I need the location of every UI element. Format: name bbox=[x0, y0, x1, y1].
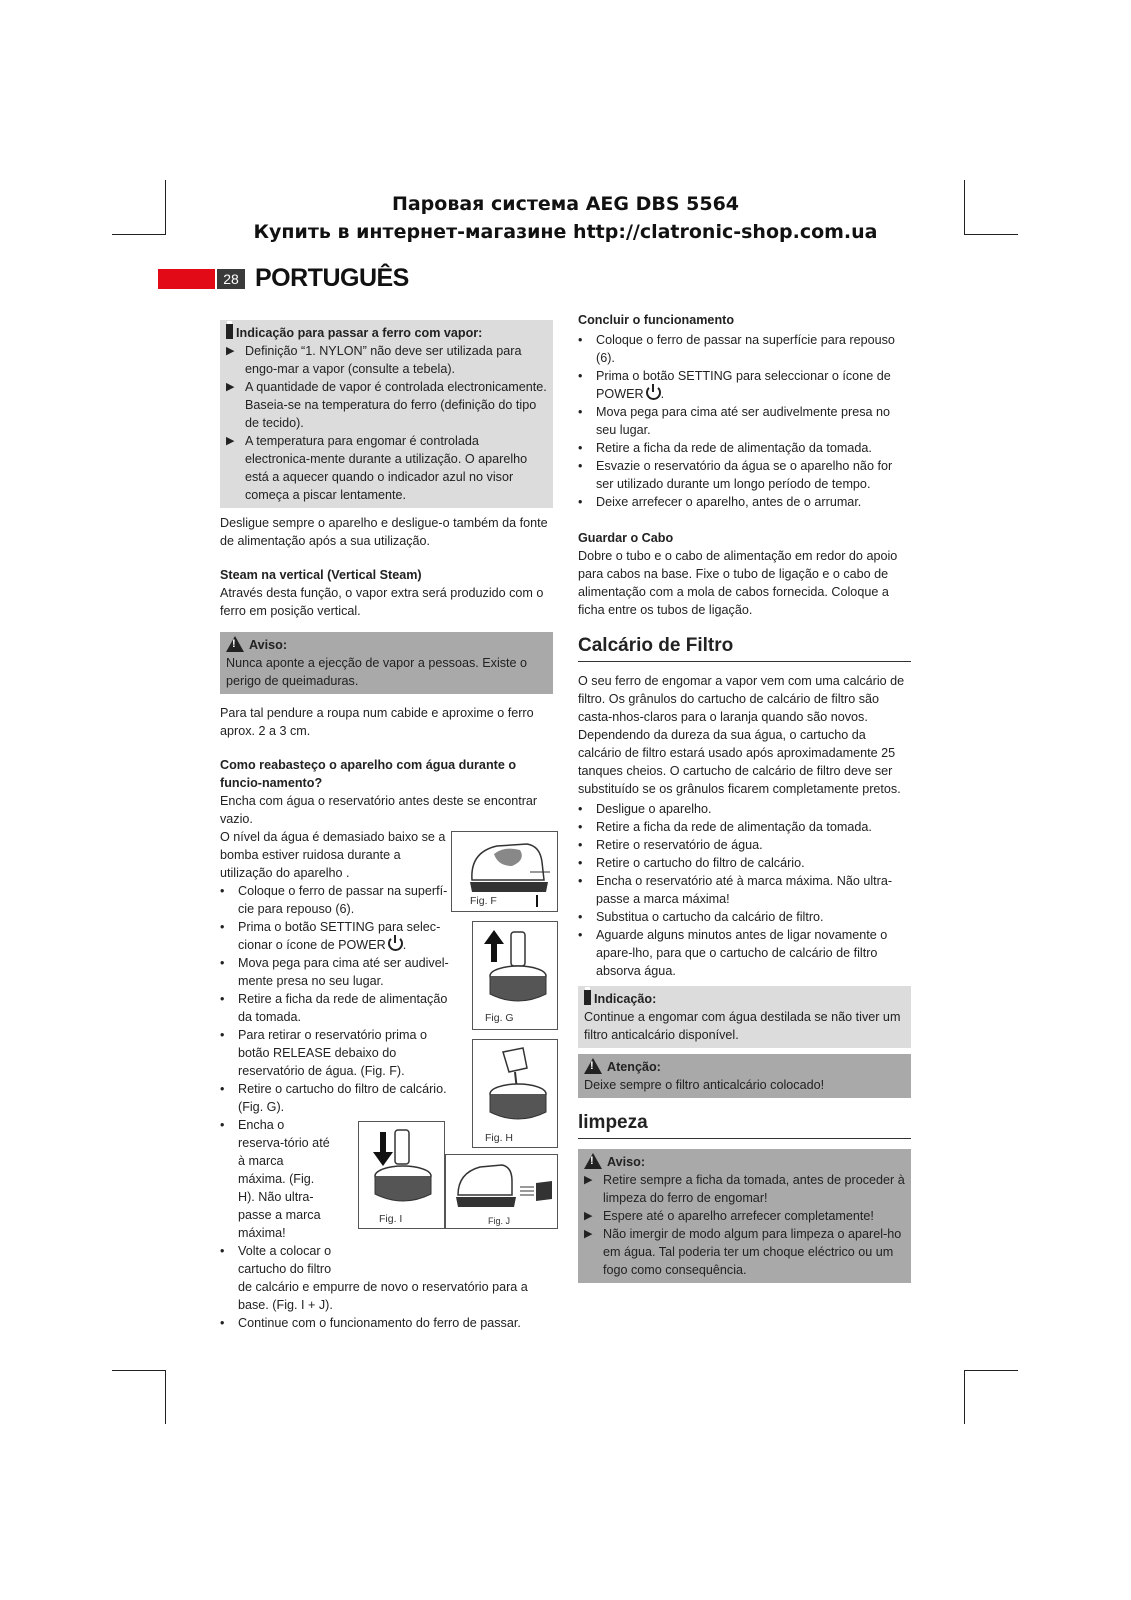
list-item: • Retire o reservatório de água. bbox=[578, 838, 763, 852]
crop-mark bbox=[964, 1370, 1018, 1371]
list-item: • Retire o cartucho do filtro de calcário. bbox=[578, 856, 805, 870]
list-item: ▶ A temperatura para engomar é controlada electronica-mente durante a utilização. O aparelho está a aquecer quando o indicador azul no visor começa a piscar lentamente. bbox=[226, 434, 528, 502]
list-item: • Retire a ficha da rede de alimentação da tomada. bbox=[220, 992, 448, 1024]
note-text: Continue a engomar com água destilada se não tiver um filtro anticalcário disponível. bbox=[584, 1010, 901, 1042]
list-item: • Retire o cartucho do filtro de calcário. (Fig. G). bbox=[220, 1082, 447, 1114]
iron-station-illustration bbox=[452, 832, 557, 911]
figure-caption: Fig. J bbox=[488, 1216, 511, 1226]
figure-f bbox=[451, 831, 558, 912]
list-item: ▶ Definição “1. NYLON” não deve ser utilizada para engo-mar a vapor (consulte a tebela). bbox=[226, 344, 522, 376]
finish-title: Concluir o funcionamento bbox=[578, 313, 735, 327]
filter-text: O seu ferro de engomar a vapor vem com uma calcário de filtro. Os grânulos do cartucho de calcário de filtro são casta-nhos-claros para o laranja quando são novos. Dependendo da dureza da sua água, o cartucho da calcário de filtro estará usado após aproximadamente 25 tanques cheios. O cartucho de calcário de filtro deve ser substituído se os grânulos ficarem completamente pretos. bbox=[578, 674, 905, 796]
arrow-up-icon bbox=[536, 895, 538, 907]
list-item: • Desligue o aparelho. bbox=[578, 802, 712, 816]
note-box: Indicação: Continue a engomar com água destilada se não tiver um filtro anticalcário disponível. bbox=[578, 986, 911, 1048]
crop-mark bbox=[964, 1370, 965, 1424]
list-item: ▶ Não imergir de modo algum para limpeza o aparel-ho em água. Tal poderia ter um choque eléctrico ou um fogo como consequência. bbox=[584, 1227, 902, 1277]
arrow-down-icon bbox=[373, 1152, 393, 1166]
cleaning-warning-box: !Aviso: ▶ Retire sempre a ficha da tomada, antes de proceder à limpeza do ferro de engomar! ▶ Espere até o aparelho arrefecer completamente! ▶ Não imergir de modo algum para limpeza o aparel-ho em água. Tal poderia ter um choque eléctrico ou um fogo como consequência. bbox=[578, 1149, 911, 1283]
store-cable-title: Guardar o Cabo bbox=[578, 531, 674, 545]
header-shop-link[interactable]: Купить в интернет-магазине http://clatronic-shop.com.ua bbox=[253, 221, 878, 243]
arrow-shaft bbox=[380, 1132, 386, 1152]
refill-title: Como reabasteço o aparelho com água durante o funcio-namento? bbox=[220, 758, 517, 790]
attention-text: Deixe sempre o filtro anticalcário colocado! bbox=[584, 1078, 825, 1092]
list-item: • Deixe arrefecer o aparelho, antes de o arrumar. bbox=[578, 495, 862, 509]
crop-mark bbox=[165, 1370, 166, 1424]
refill-intro: utilização do aparelho . bbox=[220, 866, 350, 880]
refill-intro: O nível da água é demasiado baixo se a bbox=[220, 830, 446, 844]
list-item: • Mova pega para cima até ser audivelmente presa no seu lugar. bbox=[578, 405, 891, 437]
page-number: 28 bbox=[217, 269, 245, 289]
filter-heading: Calcário de Filtro bbox=[578, 633, 911, 662]
power-icon bbox=[646, 385, 661, 400]
right-column bbox=[578, 313, 911, 1293]
list-item: • Encha o reservatório até à marca máxima. Não ultra-passe a marca máxima! bbox=[578, 874, 893, 906]
list-item: • Retire a ficha da rede de alimentação da tomada. bbox=[578, 441, 872, 455]
list-item: • Coloque o ferro de passar na superfície para repouso (6). bbox=[578, 333, 895, 365]
figure-caption: Fig. G bbox=[485, 1012, 514, 1024]
steam-info-box bbox=[220, 320, 553, 508]
warning-icon bbox=[584, 1058, 602, 1074]
page-title: PORTUGUÊS bbox=[255, 264, 409, 292]
figure-h bbox=[472, 1039, 558, 1148]
list-item: • Volte a colocar o cartucho do filtro bbox=[220, 1244, 332, 1276]
crop-mark bbox=[112, 1370, 166, 1371]
list-item-continuation: de calcário e empurre de novo o reservatório para a base. (Fig. I + J). bbox=[238, 1280, 528, 1312]
refill-intro: bomba estiver ruidosa durante a bbox=[220, 848, 401, 862]
list-item: • Mova pega para cima até ser audivel-mente presa no seu lugar. bbox=[220, 956, 449, 988]
list-item: • Aguarde alguns minutos antes de ligar novamente o apare-lho, para que o cartucho de calcário de filtro absorva água. bbox=[578, 928, 888, 978]
list-item: • Prima o botão SETTING para seleccionar o ícone de POWER . bbox=[578, 369, 891, 401]
list-item: • Encha o reserva-tório até à marca máxima. (Fig. H). Não ultra-passe a marca máxima! bbox=[220, 1118, 330, 1240]
figure-caption: Fig. H bbox=[485, 1132, 514, 1144]
list-item: • Para retirar o reservatório prima o botão RELEASE debaixo do reservatório de água. (Fig. F). bbox=[220, 1028, 427, 1078]
list-item: • Retire a ficha da rede de alimentação da tomada. bbox=[578, 820, 872, 834]
list-item: • Continue com o funcionamento do ferro de passar. bbox=[220, 1316, 521, 1330]
warning-icon bbox=[584, 1153, 602, 1169]
store-cable-text: Dobre o tubo e o cabo de alimentação em redor do apoio para cabos na base. Fixe o tubo de ligação e o cabo de alimentação com a mola de cabos fornecida. Coloque a ficha entre os tubos de ligação. bbox=[578, 549, 898, 617]
vertical-steam-title: Steam na vertical (Vertical Steam) bbox=[220, 568, 422, 582]
warning-icon bbox=[226, 636, 244, 652]
list-item: • Substitua o cartucho da calcário de filtro. bbox=[578, 910, 824, 924]
figure-j bbox=[445, 1154, 558, 1229]
power-icon bbox=[388, 936, 403, 951]
list-item: ▶ Retire sempre a ficha da tomada, antes de proceder à limpeza do ferro de engomar! bbox=[584, 1173, 905, 1205]
arrow-up-icon bbox=[484, 930, 504, 944]
vertical-steam-text: Através desta função, o vapor extra será produzido com o ferro em posição vertical. bbox=[220, 586, 544, 618]
warning-box: !Aviso: Nunca aponte a ejecção de vapor a pessoas. Existe o perigo de queimaduras. bbox=[220, 632, 553, 694]
attention-box: !Atenção: Deixe sempre o filtro anticalcário colocado! bbox=[578, 1054, 911, 1098]
info-icon bbox=[226, 324, 233, 339]
info-icon bbox=[584, 990, 591, 1005]
list-item: • Prima o botão SETTING para selec-cionar o ícone de POWER . bbox=[220, 920, 441, 952]
list-item: ▶ A quantidade de vapor é controlada electronicamente. Baseia-se na temperatura do ferro (definição do tipo de tecido). bbox=[226, 380, 547, 430]
switch-off-paragraph: Desligue sempre o aparelho e desligue-o também da fonte de alimentação após a sua utilização. bbox=[220, 516, 548, 548]
list-item: ▶ Espere até o aparelho arrefecer completamente! bbox=[584, 1209, 874, 1223]
figure-i bbox=[358, 1121, 445, 1229]
figure-caption: Fig. I bbox=[379, 1213, 403, 1225]
figure-caption: Fig. F bbox=[470, 895, 497, 907]
list-item: • Esvazie o reservatório da água se o aparelho não for ser utilizado durante um longo período de tempo. bbox=[578, 459, 893, 491]
language-color-bar bbox=[158, 269, 215, 289]
warning-text: Nunca aponte a ejecção de vapor a pessoas. Existe o perigo de queimaduras. bbox=[226, 656, 528, 688]
list-item: • Coloque o ferro de passar na superfí-cie para repouso (6). bbox=[220, 884, 448, 916]
header-product-title: Паровая система AEG DBS 5564 bbox=[391, 193, 740, 215]
refill-intro: Encha com água o reservatório antes deste se encontrar vazio. bbox=[220, 794, 538, 826]
info-box-title: Indicação para passar a ferro com vapor: bbox=[236, 326, 483, 340]
arrow-shaft bbox=[491, 944, 497, 962]
hang-paragraph: Para tal pendure a roupa num cabide e aproxime o ferro aprox. 2 a 3 cm. bbox=[220, 706, 534, 738]
cleaning-heading: limpeza bbox=[578, 1110, 911, 1139]
figure-g bbox=[472, 921, 558, 1030]
